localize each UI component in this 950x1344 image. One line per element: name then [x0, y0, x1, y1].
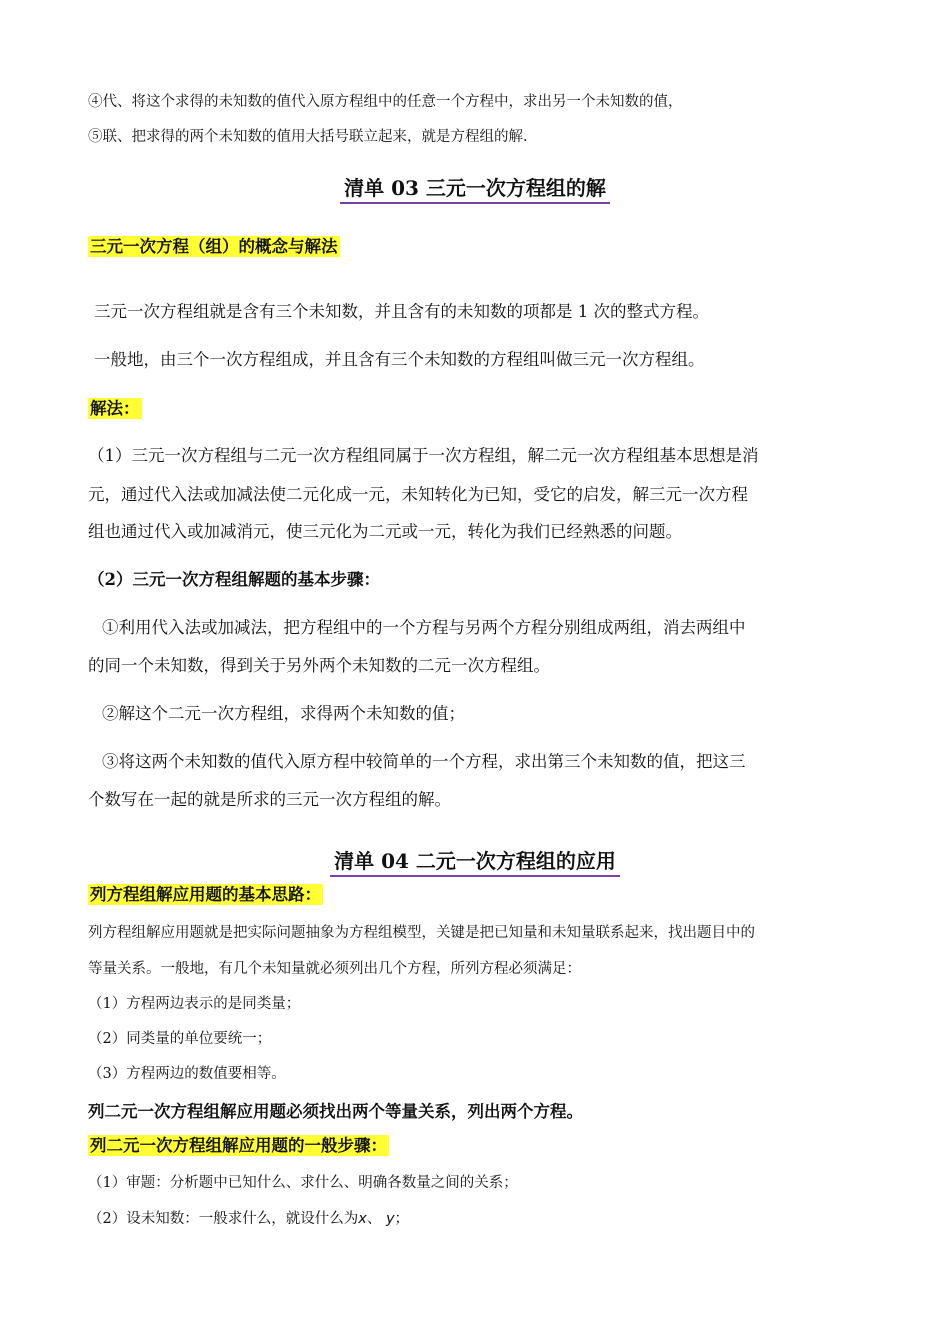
section-03-subheading [88, 233, 340, 257]
section-03-title-text: 清单 03 三元一次方程组的解 [340, 176, 610, 204]
section-04-title [0, 845, 950, 874]
bold-note: 列二元一次方程组解应用题必须找出两个等量关系，列出两个方程。 [88, 1102, 583, 1121]
idea-line-2: 等量关系。一般地，有几个未知量就必须列出几个方程，所列方程必须满足： [88, 961, 581, 977]
idea-heading-highlight: 列方程组解应用题的基本思路： [90, 885, 321, 904]
app-step-1: （1）审题：分析题中已知什么、求什么、明确各数量之间的关系； [88, 1175, 518, 1191]
app-step-2 [88, 1207, 409, 1228]
requirement-2: （2）同类量的单位要统一； [88, 1031, 272, 1047]
solve-step-3-line-1: ③将这两个未知数的值代入原方程中较简单的一个方程，求出第三个未知数的值，把这三 [102, 752, 746, 771]
para-1-line-3: 组也通过代入或加减消元，使三元化为二元或一元，转化为我们已经熟悉的问题。 [88, 522, 682, 541]
top-step-4: ④代、将这个求得的未知数的值代入原方程组中的任意一个方程中，求出另一个未知数的值， [88, 94, 683, 110]
method-label-highlight: 解法： [90, 399, 140, 418]
definition-2: 一般地，由三个一次方程组成，并且含有三个未知数的方程组叫做三元一次方程组。 [94, 350, 705, 369]
solve-step-1-line-1: ①利用代入法或加减法，把方程组中的一个方程与另两个方程分别组成两组，消去两组中 [102, 618, 746, 637]
subheading-highlight: 三元一次方程（组）的概念与解法 [90, 237, 338, 256]
definition-1: 三元一次方程组就是含有三个未知数，并且含有的未知数的项都是 1 次的整式方程。 [94, 302, 709, 321]
solve-step-2: ②解这个二元一次方程组，求得两个未知数的值； [102, 704, 465, 723]
app-step-2-prefix: （2）设未知数：一般求什么，就设什么为 [88, 1211, 359, 1227]
top-step-5: ⑤联、把求得的两个未知数的值用大括号联立起来，就是方程组的解. [88, 129, 528, 145]
method-label [88, 395, 142, 419]
solve-step-3-line-2: 个数写在一起的就是所求的三元一次方程组的解。 [88, 790, 451, 809]
para-1-line-2: 元，通过代入法或加减法使二元化成一元，未知转化为已知，受它的启发，解三元一次方程 [88, 485, 748, 504]
section-04-title-text: 清单 04 二元一次方程组的应用 [330, 849, 620, 877]
variable-separator: 、 [366, 1211, 382, 1227]
idea-line-1: 列方程组解应用题就是把实际问题抽象为方程组模型，关键是把已知量和未知量联系起来，找出题目中的 [88, 925, 755, 941]
section-03-title [0, 172, 950, 201]
variable-x: x [358, 1211, 367, 1227]
solve-step-1-line-2: 的同一个未知数，得到关于另外两个未知数的二元一次方程组。 [88, 656, 550, 675]
requirement-1: （1）方程两边表示的是同类量； [88, 996, 301, 1012]
variable-y: y [385, 1211, 395, 1227]
requirement-3: （3）方程两边的数值要相等。 [88, 1066, 286, 1082]
para-1-line-1: （1）三元一次方程组与二元一次方程组同属于一次方程组，解二元一次方程组基本思想是消 [88, 446, 759, 465]
steps-heading-highlight: 列二元一次方程组解应用题的一般步骤： [90, 1136, 387, 1155]
steps-heading [88, 1132, 389, 1156]
app-step-2-suffix: ； [394, 1211, 410, 1227]
para-2-heading: （2）三元一次方程组解题的基本步骤： [88, 570, 380, 589]
idea-heading [88, 881, 323, 905]
